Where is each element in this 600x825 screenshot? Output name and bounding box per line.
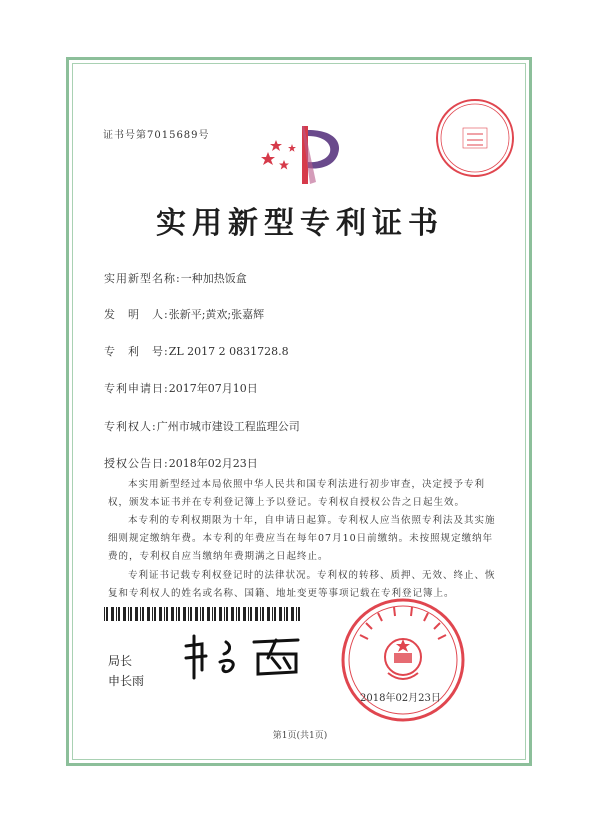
grant-date-label: 授权公告日: [104,457,169,470]
patent-number-value: ZL 2017 2 0831728.8 [168,345,289,358]
director-name: 申长雨 [108,674,145,688]
body-paragraph-1: 本实用新型经过本局依照中华人民共和国专利法进行初步审查，决定授予专利权，颁发本证书并在专利登记簿上予以登记。专利权自授权公告之日起生效。 [108,479,486,508]
logo-star-icon [261,152,275,165]
patent-number-row [104,343,289,359]
certificate-title: 实用新型专利证书 [156,206,444,241]
inventor-value: 张新平;黄欢;张嘉辉 [168,308,265,321]
patent-owner-value: 广州市城市建设工程监理公司 [156,420,300,433]
small-red-seal-icon [433,96,517,180]
utility-model-name-label: 实用新型名称: [104,272,181,285]
application-date-row [104,380,258,396]
patent-office-logo-icon [258,122,348,188]
inventor-label: 发 明 人: [104,308,169,321]
page-number: 第1页(共1页) [272,731,328,741]
seal-date: 2018年02月23日 [360,693,441,704]
logo-star-icon [279,160,289,170]
patent-owner-row [104,418,300,434]
director-title: 局长 [108,654,133,668]
logo-star-icon [270,140,282,151]
patent-number-label: 专 利 号: [104,345,169,358]
body-paragraph-2: 本专利的专利权期限为十年，自申请日起算。专利权人应当依照专利法及其实施细则规定缴纳年费。本专利的年费应当在每年07月10日前缴纳。未按照规定缴纳年费的，专利权自应当缴纳年费期满之日起终止。 [108,515,496,562]
barcode-icon [104,607,304,621]
director-signature-icon [180,632,310,682]
utility-model-name-value: 一种加热饭盒 [180,272,247,285]
body-paragraph-3: 专利证书记载专利权登记时的法律状况。专利权的转移、质押、无效、终止、恢复和专利权人的姓名或名称、国籍、地址变更等事项记载在专利登记簿上。 [108,570,496,599]
utility-model-name-row [104,270,247,286]
grant-date-row [104,455,258,471]
certificate-number: 证书号第7015689号 [103,130,210,141]
logo-star-icon [288,144,296,152]
grant-date-value: 2018年02月23日 [168,457,258,470]
application-date-label: 专利申请日: [104,382,169,395]
patent-owner-label: 专利权人: [104,420,157,433]
national-ip-office-seal-icon [338,595,468,725]
inventor-row [104,306,264,322]
application-date-value: 2017年07月10日 [168,382,258,395]
